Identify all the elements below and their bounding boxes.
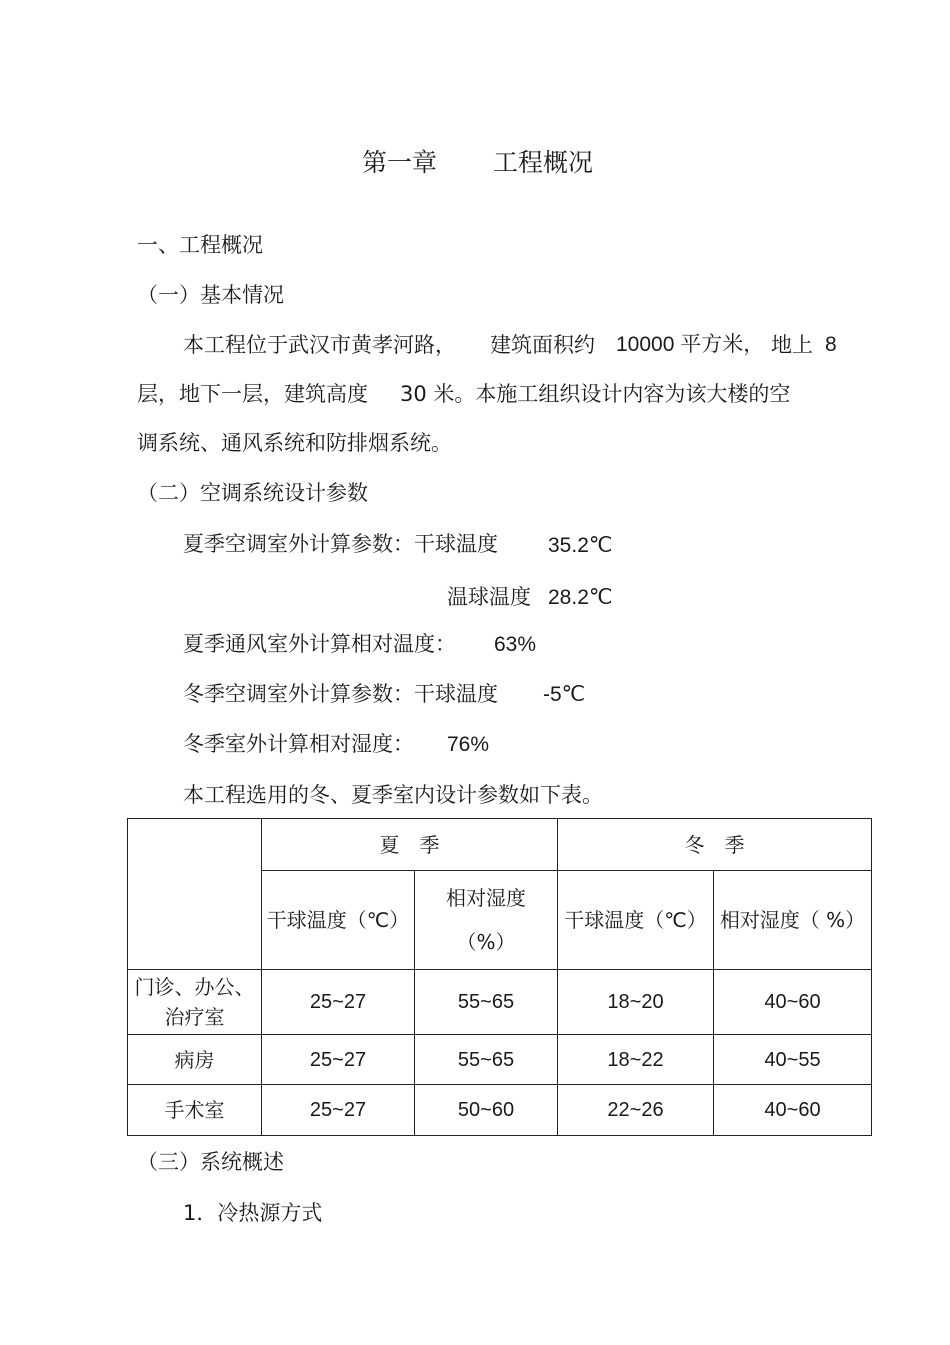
summer-rh-cell: 50~60 [415, 1085, 558, 1136]
table-header-row [128, 819, 872, 871]
summer-rh-cell: 55~65 [415, 1035, 558, 1085]
summer-dry-cell: 25~27 [262, 1035, 415, 1085]
room-name: 病房 [128, 1035, 262, 1085]
winter-outdoor-label: 冬季空调室外计算参数：干球温度 [183, 682, 498, 706]
winter-dry-value: -5℃ [543, 683, 586, 706]
para-line1-d: 地上 [771, 333, 813, 357]
chapter-number: 第一章 [362, 148, 438, 177]
summer-vent-value: 63% [494, 633, 537, 656]
summer-vent-label: 夏季通风室外计算相对温度： [183, 632, 456, 656]
table-row [128, 1035, 872, 1085]
winter-dry-cell: 18~22 [558, 1035, 714, 1085]
summer-dry-cell: 25~27 [262, 1085, 415, 1136]
summer-rh-header-line2: （%） [456, 930, 516, 954]
para-line1-e: 8 [825, 333, 837, 356]
summer-dry-header: 干球温度（℃） [262, 871, 415, 970]
table-intro: 本工程选用的冬、夏季室内设计参数如下表。 [183, 783, 603, 807]
item-heat-cold-source: 1．冷热源方式 [183, 1201, 323, 1225]
para-line1-b: 建筑面积约 [490, 333, 595, 357]
wet-bulb-label: 温球温度 [447, 585, 531, 609]
para-line2-a: 层，地下一层，建筑高度 [137, 382, 368, 406]
subsection-ac-params: （二）空调系统设计参数 [137, 481, 368, 505]
winter-rh-header: 相对湿度（ %） [714, 871, 872, 970]
summer-outdoor-label: 夏季空调室外计算参数：干球温度 [183, 532, 498, 556]
room-name-line2: 治疗室 [164, 1005, 225, 1029]
para-line3: 调系统、通风系统和防排烟系统。 [137, 431, 452, 455]
winter-dry-header: 干球温度（℃） [558, 871, 714, 970]
winter-rh-value: 76% [447, 733, 490, 756]
para-line1-a: 本工程位于武汉市黄孝河路， [183, 333, 456, 357]
winter-rh-cell: 40~55 [714, 1035, 872, 1085]
summer-rh-cell: 55~65 [415, 970, 558, 1035]
subsection-basic-info: （一）基本情况 [137, 283, 284, 307]
section-heading: 一、工程概况 [137, 233, 263, 257]
summer-wet-value: 28.2℃ [548, 586, 613, 609]
winter-rh-label: 冬季室外计算相对湿度： [183, 732, 414, 756]
table-corner-cell [128, 819, 262, 970]
table-row [128, 970, 872, 1035]
summer-header: 夏 季 [262, 819, 558, 871]
para-line2-b: 30 米。本施工组织设计内容为该大楼的空 [400, 382, 791, 406]
summer-dry-value: 35.2℃ [548, 534, 613, 557]
winter-rh-cell: 40~60 [714, 970, 872, 1035]
chapter-title: 工程概况 [493, 148, 594, 177]
summer-rh-header [415, 871, 558, 970]
room-name [128, 970, 262, 1035]
subsection-system-overview: （三）系统概述 [137, 1150, 284, 1174]
winter-header: 冬 季 [558, 819, 872, 871]
indoor-design-params-table [127, 818, 872, 1136]
winter-rh-cell: 40~60 [714, 1085, 872, 1136]
room-name-line1: 门诊、办公、 [134, 975, 255, 999]
para-line1-c: 10000 平方米， [616, 333, 765, 356]
summer-dry-cell: 25~27 [262, 970, 415, 1035]
summer-rh-header-line1: 相对湿度 [446, 886, 526, 910]
room-name: 手术室 [128, 1085, 262, 1136]
table-row [128, 1085, 872, 1136]
winter-dry-cell: 22~26 [558, 1085, 714, 1136]
winter-dry-cell: 18~20 [558, 970, 714, 1035]
